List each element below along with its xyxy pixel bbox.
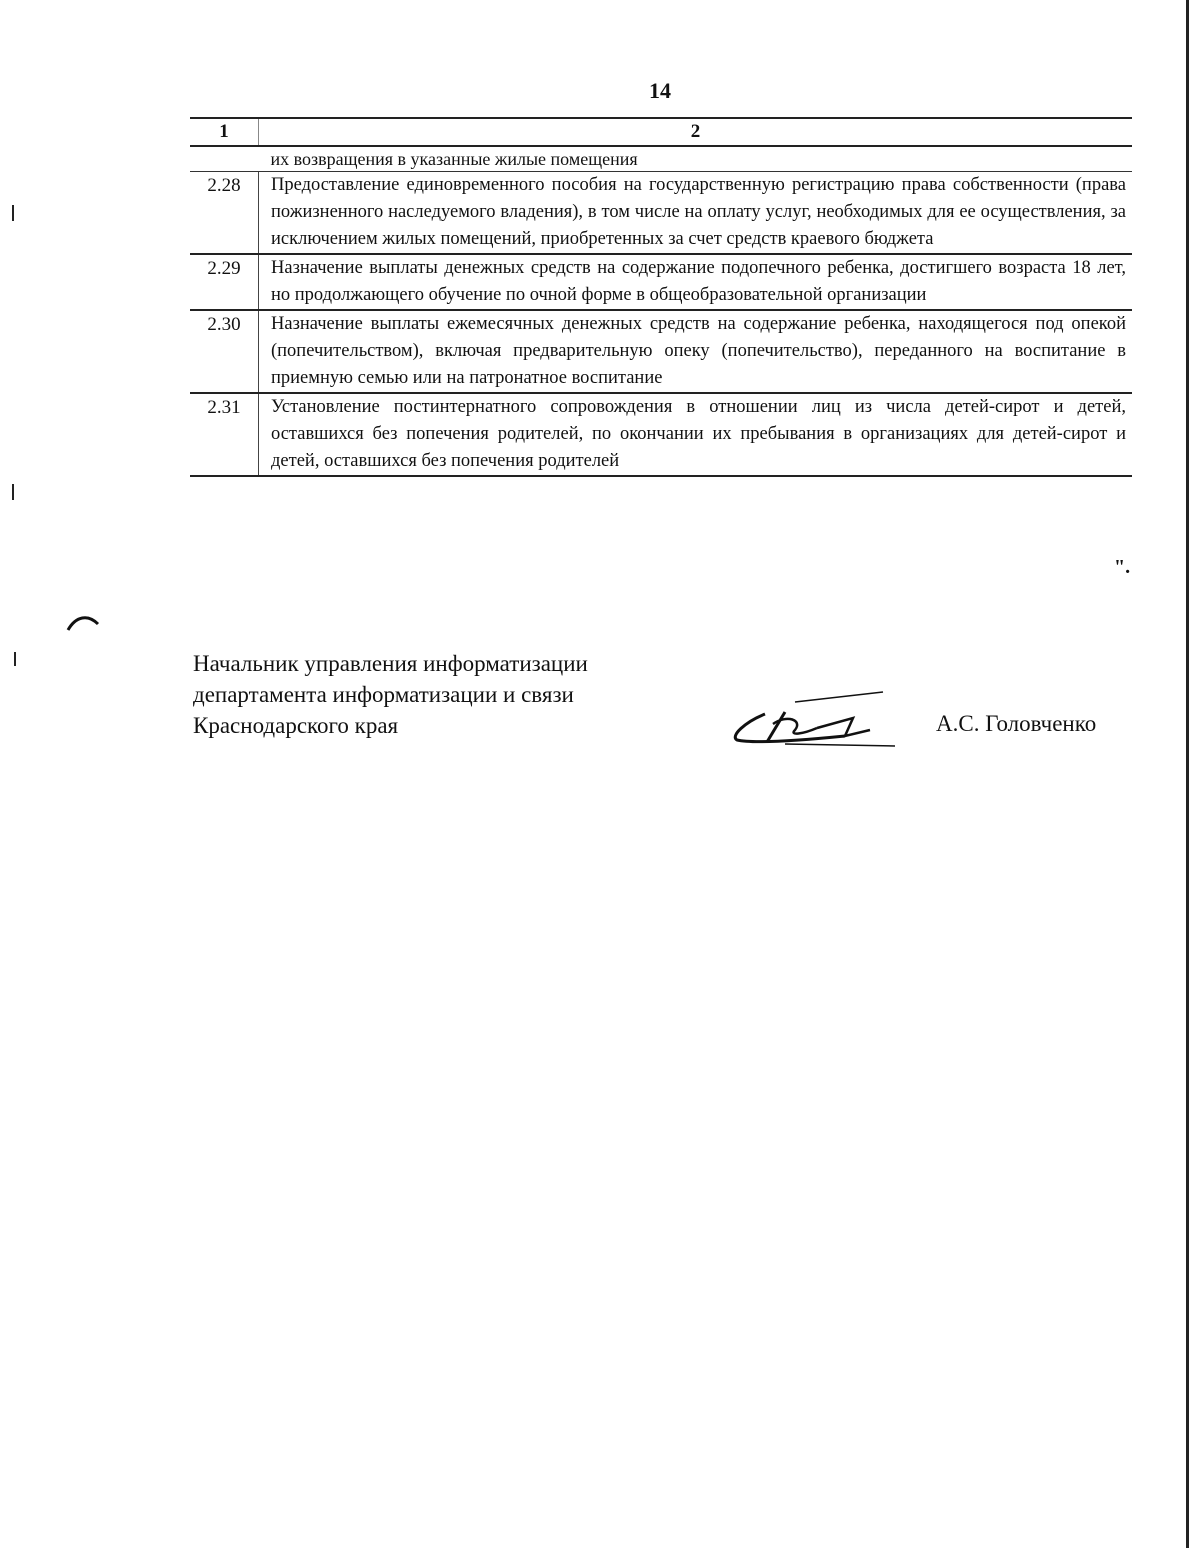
page-number: 14: [649, 78, 671, 103]
signatory-title-line1: Начальник управления информатизации: [193, 651, 588, 676]
scan-artifact: [14, 652, 16, 666]
table-row: [190, 310, 1132, 393]
handwritten-signature: [725, 684, 905, 754]
signatory-title-line3: Краснодарского края: [193, 713, 399, 738]
continuation-text: их возвращения в указанные жилые помещения: [259, 146, 1133, 172]
signatory-title-block: [193, 648, 588, 741]
row-text: Установление постинтернатного сопровождения в отношении лиц из числа детей-сирот и детей, оставшихся без попечения родителей, по окончании их пребывания в организациях для детей-сирот и детей, оставшихся без попечения родителей: [259, 393, 1133, 476]
signer-name: А.С. Головченко: [936, 711, 1097, 736]
row-number: 2.28: [190, 172, 259, 255]
scan-artifact-arc: [66, 610, 100, 634]
row-text: Назначение выплаты денежных средств на содержание подопечного ребенка, достигшего возраста 18 лет, но продолжающего обучение по очной форме в общеобразовательной организации: [259, 254, 1133, 310]
row-text: Назначение выплаты ежемесячных денежных средств на содержание ребенка, находящегося под опекой (попечительством), включая предварительную опеку (попечительство), переданного на воспитание в приемную семью или на патронатное воспитание: [259, 310, 1133, 393]
scan-artifact: [12, 205, 14, 221]
table-row-continuation: [190, 146, 1132, 172]
signatory-title-line2: департамента информатизации и связи: [193, 682, 574, 707]
row-number: 2.30: [190, 310, 259, 393]
table-row: [190, 393, 1132, 476]
table-row: [190, 254, 1132, 310]
scan-artifact: [1186, 0, 1189, 1548]
table-header-col1: 1: [190, 118, 259, 146]
services-table: [190, 117, 1132, 477]
scan-artifact: [12, 484, 14, 500]
closing-quote-mark: ".: [1114, 556, 1131, 578]
row-number: 2.29: [190, 254, 259, 310]
table-header-row: [190, 118, 1132, 146]
table-row: [190, 172, 1132, 255]
row-number: 2.31: [190, 393, 259, 476]
row-text: Предоставление единовременного пособия на государственную регистрацию права собственности (права пожизненного наследуемого владения), в том числе на оплату услуг, необходимых для ее осуществления, за исключением жилых помещений, приобретенных за счет средств краевого бюджета: [259, 172, 1133, 255]
table-header-col2: 2: [259, 118, 1133, 146]
table-cell-empty: [190, 146, 259, 172]
